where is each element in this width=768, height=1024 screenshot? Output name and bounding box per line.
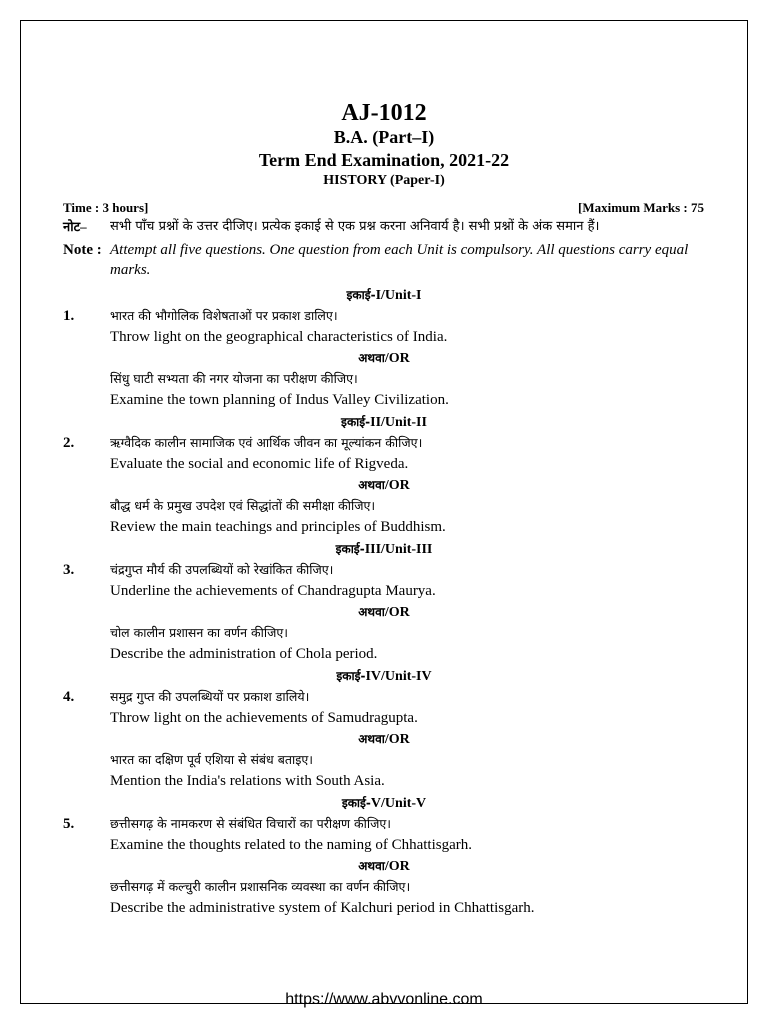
question-number: 3. <box>63 562 75 578</box>
subject-title: HISTORY (Paper-I) <box>323 173 445 188</box>
hindi-note-text: सभी पाँच प्रश्नों के उत्तर दीजिए। प्रत्येक इकाई से एक प्रश्न करना अनिवार्य है। सभी प्रश्नों के अंक समान हैं। <box>110 219 600 234</box>
question-english: Examine the thoughts related to the naming of Chhattisgarh. <box>110 837 472 853</box>
or-english: /OR <box>384 732 410 747</box>
unit-heading-english: I/Unit-I <box>375 288 422 303</box>
question-number: 2. <box>63 435 75 451</box>
unit-heading-hindi: इकाई- <box>341 796 371 810</box>
or-separator <box>0 603 768 622</box>
question-hindi: चंद्रगुप्त मौर्य की उपलब्धियों को रेखांकित कीजिए। <box>110 562 334 577</box>
question-hindi: समुद्र गुप्त की उपलब्धियों पर प्रकाश डालिये। <box>110 689 310 704</box>
alternate-question-hindi: चोल कालीन प्रशासन का वर्णन कीजिए। <box>110 625 289 640</box>
or-separator <box>0 730 768 749</box>
english-note-text: Attempt all five questions. One question from each Unit is compulsory. All questions carry equal marks. <box>110 242 689 278</box>
unit-heading <box>0 794 768 813</box>
paper-code: AJ-1012 <box>341 100 427 126</box>
course-name: B.A. (Part–I) <box>333 127 435 147</box>
unit-heading-english: IV/Unit-IV <box>365 669 432 684</box>
question-hindi: ऋग्वैदिक कालीन सामाजिक एवं आर्थिक जीवन का मूल्यांकन कीजिए। <box>110 435 423 450</box>
alternate-question-english: Review the main teachings and principles of Buddhism. <box>110 519 446 535</box>
or-hindi: अथवा <box>358 859 385 873</box>
question-english: Evaluate the social and economic life of Rigveda. <box>110 456 409 472</box>
or-english: /OR <box>384 478 410 493</box>
question-number: 4. <box>63 689 75 705</box>
alternate-question-hindi: सिंधु घाटी सभ्यता की नगर योजना का परीक्षण कीजिए। <box>110 371 358 386</box>
question-hindi: भारत की भौगोलिक विशेषताओं पर प्रकाश डालिए। <box>110 308 338 323</box>
hindi-note-label: नोट– <box>63 219 87 234</box>
or-hindi: अथवा <box>358 605 385 619</box>
time-allowed: Time : 3 hours] <box>63 200 149 215</box>
or-english: /OR <box>384 859 410 874</box>
unit-heading-hindi: इकाई- <box>341 415 371 429</box>
question-number: 5. <box>63 816 75 832</box>
question-english: Throw light on the achievements of Samudragupta. <box>110 710 418 726</box>
english-note-label: Note : <box>63 242 102 258</box>
unit-heading-hindi: इकाई- <box>336 669 366 683</box>
question-number: 1. <box>63 308 75 324</box>
alternate-question-english: Describe the administration of Chola period. <box>110 646 378 662</box>
alternate-question-hindi: भारत का दक्षिण पूर्व एशिया से संबंध बताइए। <box>110 752 313 767</box>
or-english: /OR <box>384 605 410 620</box>
alternate-question-hindi: छत्तीसगढ़ में कल्चुरी कालीन प्रशासनिक व्यवस्था का वर्णन कीजिए। <box>110 879 411 894</box>
or-separator <box>0 476 768 495</box>
alternate-question-english: Describe the administrative system of Kalchuri period in Chhattisgarh. <box>110 900 535 916</box>
or-separator <box>0 857 768 876</box>
or-separator <box>0 349 768 368</box>
unit-heading <box>0 286 768 305</box>
unit-heading <box>0 667 768 686</box>
or-hindi: अथवा <box>358 478 385 492</box>
unit-heading <box>0 413 768 432</box>
question-english: Underline the achievements of Chandragupta Maurya. <box>110 583 436 599</box>
website-footer: https://www.abvvonline.com <box>285 991 483 1008</box>
maximum-marks: [Maximum Marks : 75 <box>577 200 704 215</box>
unit-heading-english: II/Unit-II <box>370 415 427 430</box>
unit-heading-english: III/Unit-III <box>364 542 433 557</box>
exam-title: Term End Examination, 2021-22 <box>258 150 510 170</box>
unit-heading <box>0 540 768 559</box>
alternate-question-english: Examine the town planning of Indus Valley Civilization. <box>110 392 449 408</box>
unit-heading-hindi: इकाई- <box>346 288 376 302</box>
or-hindi: अथवा <box>358 351 385 365</box>
alternate-question-english: Mention the India's relations with South Asia. <box>110 773 385 789</box>
or-english: /OR <box>384 351 410 366</box>
or-hindi: अथवा <box>358 732 385 746</box>
alternate-question-hindi: बौद्ध धर्म के प्रमुख उपदेश एवं सिद्धांतों की समीक्षा कीजिए। <box>110 498 376 513</box>
question-english: Throw light on the geographical characteristics of India. <box>110 329 448 345</box>
unit-heading-hindi: इकाई- <box>335 542 365 556</box>
question-hindi: छत्तीसगढ़ के नामकरण से संबंधित विचारों का परीक्षण कीजिए। <box>110 816 392 831</box>
unit-heading-english: V/Unit-V <box>370 796 427 811</box>
